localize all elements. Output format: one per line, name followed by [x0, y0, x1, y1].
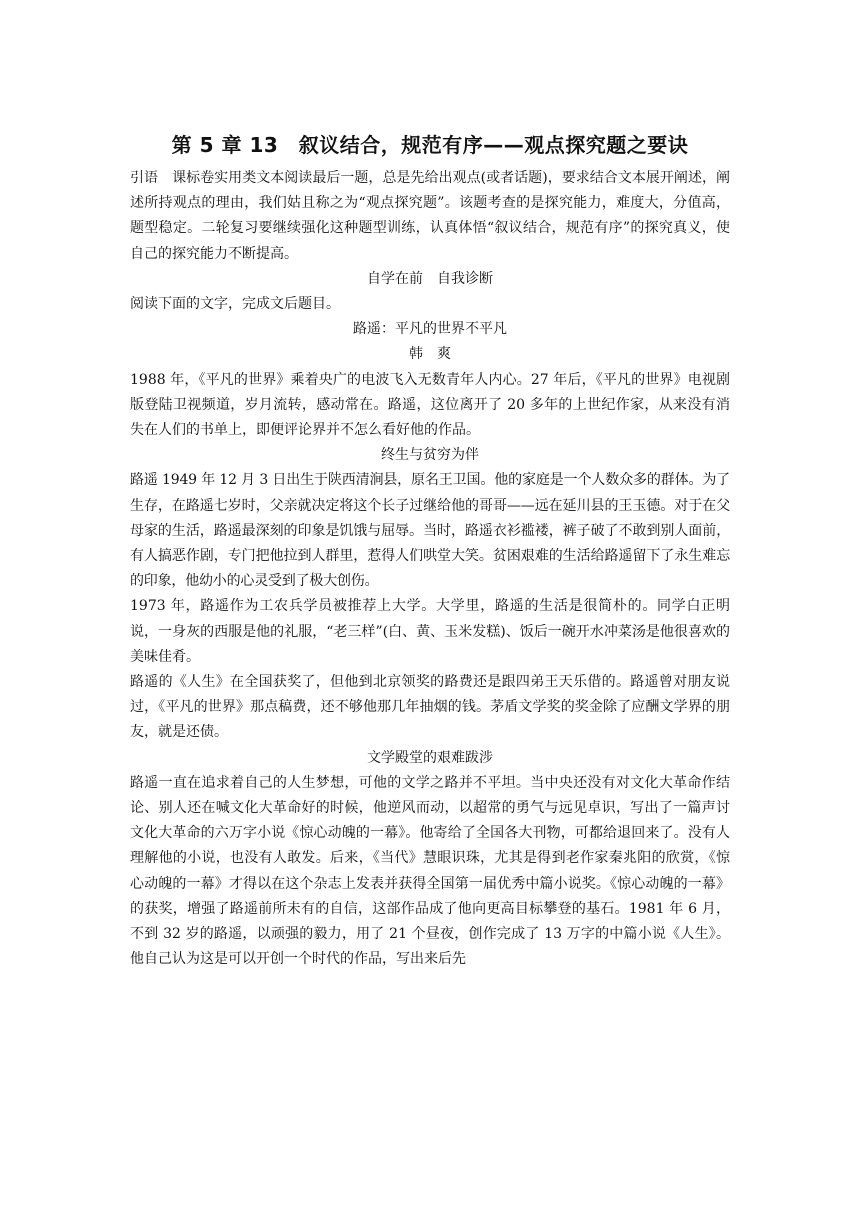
document-page: [130, 128, 730, 973]
chapter-title: 第 5 章 13 叙议结合，规范有序——观点探究题之要诀: [171, 133, 689, 157]
subheading-poverty: 终生与贫穷为伴: [381, 447, 479, 464]
article-author: 韩 爽: [409, 346, 451, 363]
paragraph-2: 路遥 1949 年 12 月 3 日出生于陕西清涧县，原名王卫国。他的家庭是一个人数众多的群体。为了生存，在路遥七岁时，父亲就决定将这个长子过继给他的哥哥——远在延川县的王玉德。对于在父母家的生活，路遥最深刻的印象是饥饿与屈辱。当时，路遥衣衫褴褛，裤子破了不敢到别人面前，有人搞恶作剧，专门把他拉到人群里，惹得人们哄堂大笑。贫困艰难的生活给路遥留下了永生难忘的印象，他幼小的心灵受到了极大创伤。: [130, 472, 730, 590]
paragraph-1: 1988 年，《平凡的世界》乘着央广的电波飞入无数青年人内心。27 年后，《平凡的世界》电视剧版登陆卫视频道，岁月流转，感动常在。路遥，这位离开了 20 多年的上世纪作家，从来没有消失在人们的书单上，即便评论界并不怎么看好他的作品。: [130, 371, 730, 439]
paragraph-4: 路遥的《人生》在全国获奖了，但他到北京领奖的路费还是跟四弟王天乐借的。路遥曾对朋友说过，《平凡的世界》那点稿费，还不够他那几年抽烟的钱。茅盾文学奖的奖金除了应酬文学界的朋友，就是还债。: [130, 674, 730, 741]
article-title: 路遥：平凡的世界不平凡: [353, 321, 507, 338]
section-heading: 自学在前 自我诊断: [367, 270, 493, 287]
intro-paragraph: 引语 课标卷实用类文本阅读最后一题，总是先给出观点(或者话题)，要求结合文本展开阐述，阐述所持观点的理由，我们姑且称之为“观点探究题”。该题考查的是探究能力，难度大，分值高，题型稳定。二轮复习要继续强化这种题型训练，认真体悟“叙议结合，规范有序”的探究真义，使自己的探究能力不断提高。: [130, 170, 730, 262]
instruction-text: 阅读下面的文字，完成文后题目。: [130, 296, 340, 313]
subheading-literature: 文学殿堂的艰难跋涉: [367, 749, 493, 766]
paragraph-3: 1973 年，路遥作为工农兵学员被推荐上大学。大学里，路遥的生活是很简朴的。同学白正明说，一身灰的西服是他的礼服，“老三样”(白、黄、玉米发糕)、饭后一碗开水冲菜汤是他很喜欢的美味佳肴。: [130, 598, 730, 665]
paragraph-5: 路遥一直在追求着自己的人生梦想，可他的文学之路并不平坦。当中央还没有对文化大革命作结论、别人还在喊文化大革命好的时候，他逆风而动，以超常的勇气与远见卓识，写出了一篇声讨文化大革命的六万字小说《惊心动魄的一幕》。他寄给了全国各大刊物，可都给退回来了。没有人理解他的小说，也没有人敢发。后来，《当代》慧眼识珠，尤其是得到老作家秦兆阳的欣赏，《惊心动魄的一幕》才得以在这个杂志上发表并获得全国第一届优秀中篇小说奖。《惊心动魄的一幕》的获奖，增强了路遥前所未有的自信，这部作品成了他向更高目标攀登的基石。1981 年 6 月，不到 32 岁的路遥，以顽强的毅力，用了 21 个昼夜，创作完成了 13 万字的中篇小说《人生》。他自己认为这是可以开创一个时代的作品，写出来后先: [130, 774, 730, 968]
